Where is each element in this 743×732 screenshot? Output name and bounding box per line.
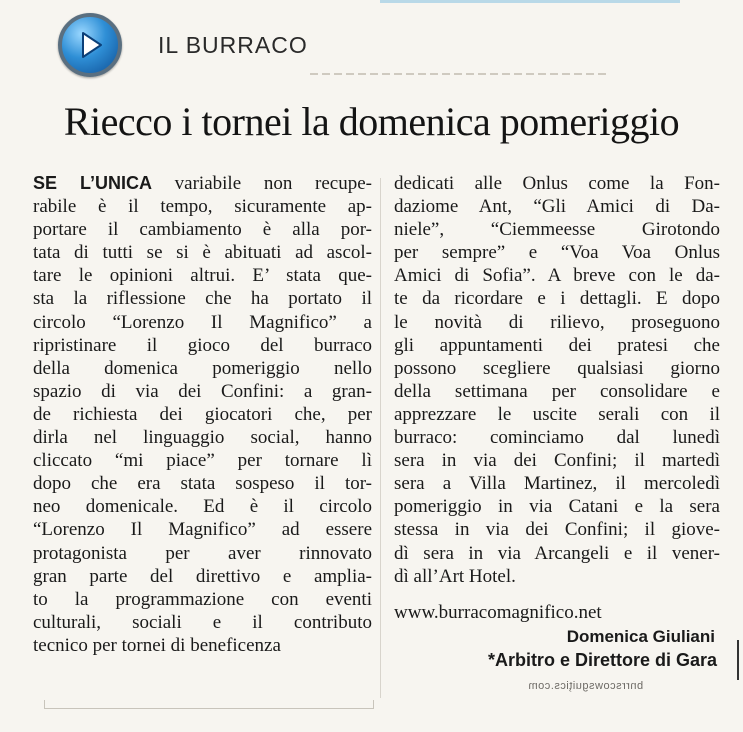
article-line: stessa in via dei Confini; il giove- — [394, 519, 720, 541]
article-line: spazio di via dei Confini: a gran- — [33, 380, 372, 402]
article-line: SE L’UNICA variabile non recupe- — [33, 173, 372, 194]
column-divider — [380, 178, 381, 698]
article-line: protagonista per aver rinnovato — [33, 542, 372, 564]
article-line: dirla nel linguaggio social, hanno — [33, 427, 372, 449]
article-line: dopo che era stata sospeso il tor- — [33, 473, 372, 495]
article-line: sera a Villa Martinez, il mercoledì — [394, 473, 720, 495]
article-line: tecnico per tornei di beneficenza — [33, 634, 281, 656]
article-line: le novità di rilievo, proseguono — [394, 311, 720, 333]
article-line: circolo “Lorenzo Il Magnifico” a — [33, 311, 372, 333]
article-line: ripristinare il gioco del burraco — [33, 334, 372, 356]
article-line: per sempre” e “Voa Voa Onlus — [394, 242, 720, 264]
article-column-right — [394, 172, 720, 588]
article-line: de richiesta dei giocatori che, per — [33, 403, 372, 425]
article-line: niele”, “Ciemmeesse Girotondo — [394, 219, 720, 241]
top-color-strip — [380, 0, 680, 3]
article-line: gran parte del direttivo e amplia- — [33, 565, 372, 587]
article-line: portare il cambiamento è alla por- — [33, 219, 372, 241]
article-line: Amici di Sofia”. A breve con le da- — [394, 265, 720, 287]
article-line: dedicati alle Onlus come la Fon- — [394, 173, 720, 194]
article-line: gli appuntamenti dei pratesi che — [394, 334, 720, 356]
bleed-through-text: bnrrscowsguiţics.com — [528, 680, 644, 692]
author-role: *Arbitro e Direttore di Gara — [487, 650, 717, 670]
article-line: dì all’Art Hotel. — [394, 565, 516, 587]
article-line: daziome Ant, “Gli Amici di Da- — [394, 196, 720, 218]
page-edge-mark — [737, 640, 739, 680]
faded-rule — [310, 73, 610, 75]
article-line: possono scegliere qualsiasi giorno — [394, 357, 720, 379]
article-line: della settimana per consolidare e — [394, 380, 720, 402]
article-line: burraco: cominciamo dal lunedì — [394, 427, 720, 449]
article-line: rabile è il tempo, sicuramente ap- — [33, 196, 372, 218]
bottom-rule — [44, 708, 374, 709]
article-line: pomeriggio in via Catani e la sera — [394, 496, 720, 518]
article-line: sta la riflessione che ha portato il — [33, 288, 372, 310]
section-header — [58, 10, 308, 80]
article-column-left — [33, 172, 372, 657]
website-link[interactable]: www.burracomagnifico.net — [394, 602, 602, 623]
section-label: IL BURRACO — [158, 31, 308, 58]
article-line: sera in via dei Confini; il martedì — [394, 450, 720, 472]
play-icon — [58, 13, 122, 77]
article-line: neo domenicale. Ed è il circolo — [33, 496, 372, 518]
author-name: Domenica Giuliani — [566, 627, 715, 646]
article-line: cliccato “mi piace” per tornare lì — [33, 450, 372, 472]
article-line: te da ricordare e i dettagli. E dopo — [394, 288, 720, 310]
article-line: to la programmazione con eventi — [33, 588, 372, 610]
article-line: dì sera in via Arcangeli e il vener- — [394, 542, 720, 564]
article-lead: SE L’UNICA — [33, 173, 152, 193]
article-line: tare le opinioni altrui. E’ stata que- — [33, 265, 372, 287]
article-line: della domenica pomeriggio nello — [33, 357, 372, 379]
article-line: tata di tutti se si è abituati ad ascol- — [33, 242, 372, 264]
article-line: culturali, sociali e il contributo — [33, 611, 372, 633]
headline: Riecco i tornei la domenica pomeriggio — [63, 99, 680, 144]
article-line: “Lorenzo Il Magnifico” ad essere — [33, 519, 372, 541]
article-line: apprezzare le uscite serali con il — [394, 403, 720, 425]
